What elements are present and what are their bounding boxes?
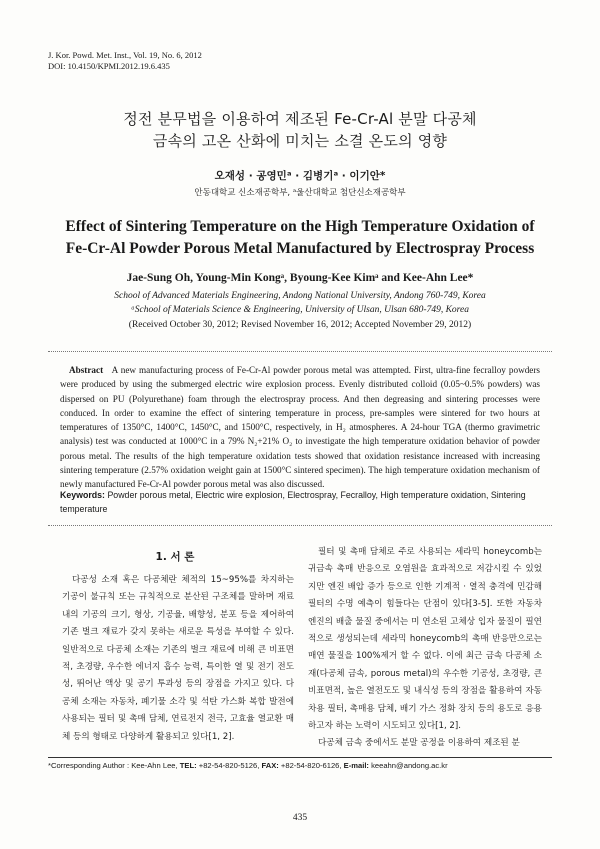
- paragraph: 다공성 소재 혹은 다공체란 체적의 15~95%를 차지하는 기공이 불규칙 또는 규칙적으로 분산된 구조체를 말하며 재료내의 기공의 크기, 형상, 기공율, 배향성, 분포 등을 제어하여 기존 벌크 재료가 갖지 못하는 새로운 특성을 부여할 수 있다. 일반적으로 다공체 소재는 기존의 벌크 재료에 비해 큰 비표면적, 초경량, 우수한 에너지 흡수 능력, 특이한 열 및 전기 전도성, 뛰어난 액상 및 공기 투과성 등의 장점을 가지고 있다. 다공체 소재는 자동차, 폐기물 소각 및 석탄 가스화 복합 발전에 사용되는 필터 및 촉매 담체, 연료전지 전극, 고효율 열교환 매체 등의 형태로 다양하게 활용되고 있다[1, 2].: [62, 575, 294, 742]
- keywords-label: Keywords:: [60, 490, 105, 500]
- tel-label: TEL:: [179, 761, 197, 770]
- email-value: keeahn@andong.ac.kr: [371, 761, 448, 770]
- english-affiliation-2: ᵃSchool of Materials Science & Engineering, University of Ulsan, Ulsan 680-749, Korea: [131, 305, 469, 315]
- fax-label: FAX:: [261, 761, 279, 770]
- email-label: E-mail:: [343, 761, 369, 770]
- journal-citation: J. Kor. Powd. Met. Inst., Vol. 19, No. 6, 2012: [48, 50, 202, 60]
- abstract-label: Abstract: [68, 365, 104, 375]
- korean-affiliation: 안동대학교 신소재공학부, ᵃ울산대학교 첨단신소재공학부: [194, 188, 406, 198]
- korean-title-line1: 정전 분무법을 이용하여 제조된 Fe-Cr-Al 분말 다공체: [123, 110, 477, 128]
- footnote-name: Kee-Ahn Lee,: [131, 761, 178, 770]
- english-authors: Jae-Sung Oh, Young-Min Kongᵃ, Byoung-Kee Kimᵃ and Kee-Ahn Lee*: [126, 272, 474, 284]
- english-title-line1: Effect of Sintering Temperature on the High Temperature Oxidation of: [65, 218, 535, 235]
- received-dates: (Received October 30, 2012; Revised November 16, 2012; Accepted November 29, 2012): [128, 320, 472, 330]
- tel-value: +82-54-820-5126,: [198, 761, 260, 770]
- abstract: [60, 363, 540, 492]
- section-heading: 1. 서 론: [155, 551, 195, 563]
- korean-title-line2: 금속의 고온 산화에 미치는 소결 온도의 영향: [152, 132, 448, 150]
- body-column-left: [62, 572, 294, 746]
- english-title-line2: Fe-Cr-Al Powder Porous Metal Manufactured by Electrospray Process: [65, 240, 535, 257]
- footnote-rule: [48, 757, 552, 758]
- abstract-bottom-rule: [48, 525, 552, 526]
- keywords-text: Powder porous metal, Electric wire explosion, Electrospray, Fecralloy, High temperature oxidation, Sintering temperature: [60, 490, 526, 514]
- journal-header: [48, 50, 202, 72]
- paragraph: 필터 및 촉매 담체로 주로 사용되는 세라믹 honeycomb는 귀금속 촉매 반응으로 오염원을 효과적으로 저감시킬 수 있었지만 엔진 배압 증가 등으로 인한 기계적 · 열적 충격에 민감해 필터의 수명 예측이 힘들다는 단점이 있다[3-5]. 또한 자동차 엔진의 배출 물질 중에서는 미 연소된 고체상 입자 물질이 필연적으로 생성되는데 세라믹 honeycomb의 촉매 반응만으로는 매연 물질을 100%제거 할 수 없다. 이에 최근 금속 다공체 소재(다공체 금속, porous metal)의 우수한 기공성, 초경량, 큰 비표면적, 높은 열전도도 및 내식성 등의 장점을 활용하여 자동차용 필터, 촉매용 담체, 배기 가스 정화 장치 등의 용도로 응용하고자 하는 노력이 시도되고 있다[1, 2].: [308, 547, 542, 732]
- page-number: 435: [292, 813, 308, 823]
- abstract-top-rule: [48, 351, 552, 352]
- keywords: [60, 488, 540, 516]
- paragraph: 다공체 금속 중에서도 분말 공정을 이용하여 제조된 분: [318, 738, 520, 749]
- corresponding-author-footnote: [48, 761, 448, 770]
- body-column-right: [308, 544, 542, 753]
- korean-authors: 오재성 · 공영민ᵃ · 김병기ᵃ · 이기안*: [214, 170, 386, 182]
- journal-doi: DOI: 10.4150/KPMI.2012.19.6.435: [48, 61, 170, 71]
- abstract-text: A new manufacturing process of Fe-Cr-Al powder porous metal was attempted. First, ultra-fine fecralloy powders were produced by using the submerged electric wire explosion process. Evenly distributed colloid (0.05~0.5% powders) was dispersed on PU (Polyurethane) foam through the electrospray process. And then degreasing and sintering processes were conduced. In order to examine the effect of sintering temperature in process, pre-samples were sintered for two hours at temperatures of 1350°C, 1400°C, 1450°C, and 1500°C, respectively, in H₂ atmospheres. A 24-hour TGA (thermo gravimetric analysis) test was conducted at 1000°C in a 79% N₂+21% O₂ to investigate the high temperature oxidation behavior of powder porous metal. The results of the high temperature oxidation tests showed that oxidation resistance increased with increasing sintering temperature (2.57% oxidation weight gain at 1500°C sintered specimen). The high temperature oxidation mechanism of newly manufactured Fe-Cr-Al powder porous metal was also discussed.: [60, 365, 541, 490]
- fax-value: +82-54-820-6126,: [280, 761, 342, 770]
- footnote-label: *Corresponding Author :: [48, 761, 130, 770]
- english-affiliation-1: School of Advanced Materials Engineering, Andong National University, Andong 760-749, Korea: [114, 291, 486, 301]
